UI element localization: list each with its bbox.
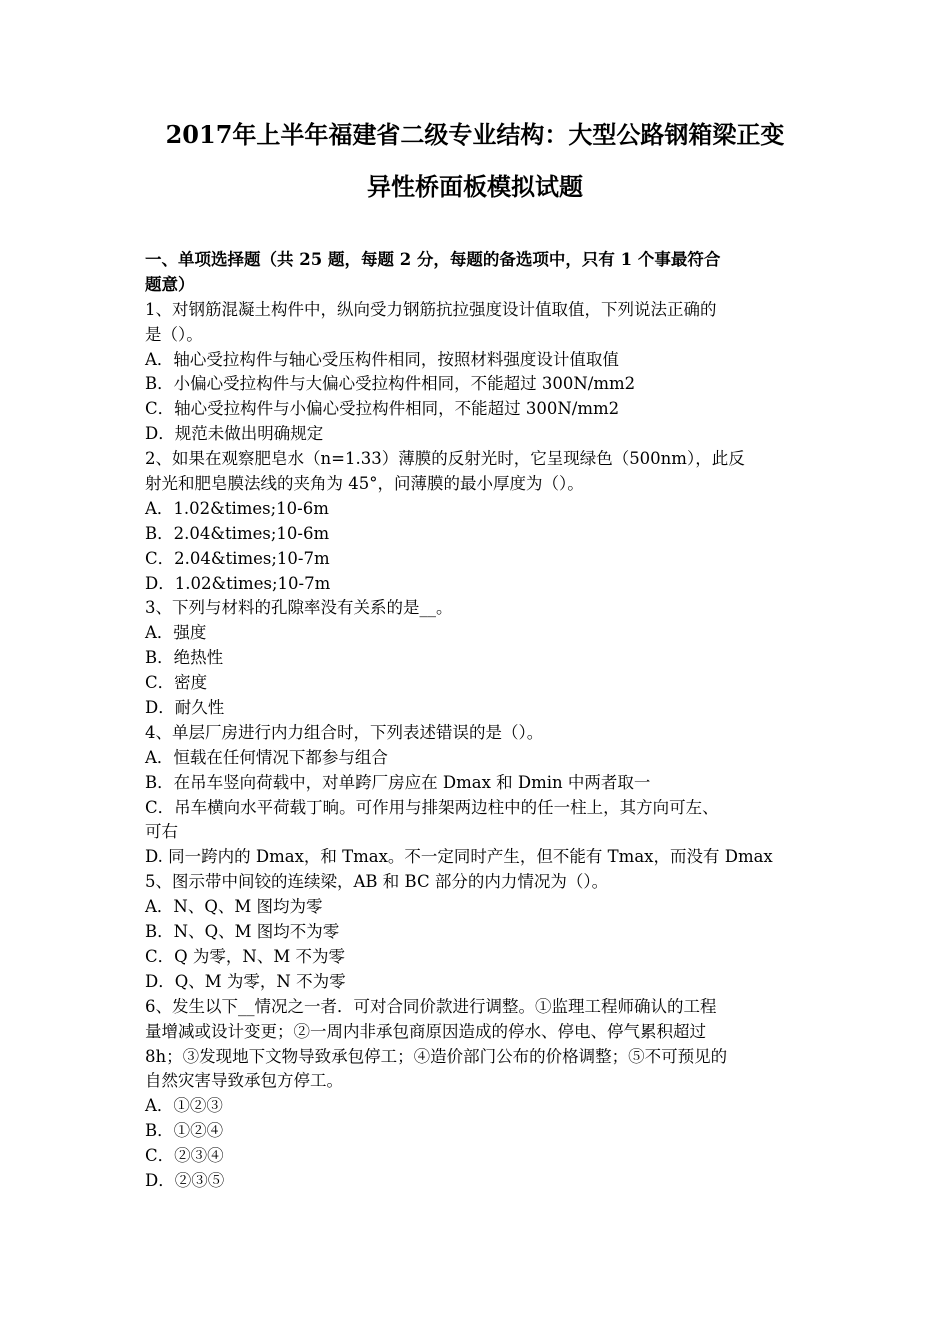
question-6-option-d: D．②③⑤ (145, 1170, 225, 1190)
question-6-stem-line-2: 量增减或设计变更；②一周内非承包商原因造成的停水、停电、停气累积超过 (145, 1021, 706, 1041)
question-3-option-b: B．绝热性 (145, 648, 224, 668)
question-3-option-a: A．强度 (145, 623, 207, 643)
question-4-option-c-line-1: C．吊车横向水平荷载丁晌。可作用与排架两边柱中的任一柱上，其方向可左、 (145, 797, 719, 817)
question-2-stem-line-2: 射光和肥皂膜法线的夹角为 45°，问薄膜的最小厚度为（）。 (145, 474, 584, 494)
question-3-stem: 3、下列与材料的孔隙率没有关系的是__。 (145, 598, 453, 618)
question-6-stem-line-1: 6、发生以下__情况之一者．可对合同价款进行调整。①监理工程师确认的工程 (145, 996, 717, 1016)
question-5-stem: 5、图示带中间铰的连续梁，AB 和 BC 部分的内力情况为（）。 (145, 872, 609, 892)
question-1-stem-line-2: 是（）。 (145, 324, 203, 344)
question-4-option-c-line-2: 可右 (145, 822, 178, 842)
question-4-stem: 4、单层厂房进行内力组合时，下列表述错误的是（）。 (145, 722, 544, 742)
question-2-option-a: A．1.02&times;10-6m (145, 498, 329, 518)
question-6-option-a: A．①②③ (145, 1096, 223, 1116)
document-title-line-1: 2017年上半年福建省二级专业结构：大型公路钢箱梁正变 (165, 120, 785, 149)
question-6-stem-line-3: 8h；③发现地下文物导致承包停工；④造价部门公布的价格调整；⑤不可预见的 (145, 1046, 728, 1066)
question-4-option-b: B．在吊车竖向荷载中，对单跨厂房应在 Dmax 和 Dmin 中两者取一 (145, 772, 651, 792)
section-heading-line-1: 一、单项选择题（共 25 题，每题 2 分，每题的备选项中，只有 1 个事最符合 (145, 250, 721, 269)
question-1-stem-line-1: 1、对钢筋混凝土构件中，纵向受力钢筋抗拉强度设计值取值，下列说法正确的 (145, 299, 717, 319)
question-2-option-b: B．2.04&times;10-6m (145, 523, 330, 543)
question-3-option-d: D．耐久性 (145, 698, 225, 718)
question-5-option-c: C．Q 为零，N、M 不为零 (145, 946, 345, 966)
document-title-line-2: 异性桥面板模拟试题 (367, 172, 583, 201)
question-1-option-a: A．轴心受拉构件与轴心受压构件相同，按照材料强度设计值取值 (145, 349, 619, 369)
section-heading-line-2: 题意） (145, 274, 195, 294)
question-5-option-a: A．N、Q、M 图均为零 (145, 897, 323, 917)
question-5-option-d: D．Q、M 为零，N 不为零 (145, 971, 346, 991)
question-2-option-d: D．1.02&times;10-7m (145, 573, 331, 593)
question-6-stem-line-4: 自然灾害导致承包方停工。 (145, 1071, 343, 1091)
question-3-option-c: C．密度 (145, 673, 208, 693)
question-5-option-b: B．N、Q、M 图均不为零 (145, 922, 340, 942)
document-body (145, 248, 810, 1194)
question-2-stem-line-1: 2、如果在观察肥皂水（n=1.33）薄膜的反射光时，它呈现绿色（500nm），此反 (145, 449, 745, 469)
question-4-option-a: A．恒载在任何情况下都参与组合 (145, 747, 388, 767)
question-1-option-c: C．轴心受拉构件与小偏心受拉构件相同，不能超过 300N/mm2 (145, 399, 620, 419)
question-6-option-b: B．①②④ (145, 1121, 224, 1141)
question-1-option-d: D．规范未做出明确规定 (145, 424, 324, 444)
question-2-option-c: C．2.04&times;10-7m (145, 548, 330, 568)
question-4-option-d: D. 同一跨内的 Dmax，和 Tmax。不一定同时产生，但不能有 Tmax，而没有 Dmax (145, 847, 773, 867)
question-1-option-b: B．小偏心受拉构件与大偏心受拉构件相同，不能超过 300N/mm2 (145, 374, 636, 394)
question-6-option-c: C．②③④ (145, 1146, 224, 1166)
